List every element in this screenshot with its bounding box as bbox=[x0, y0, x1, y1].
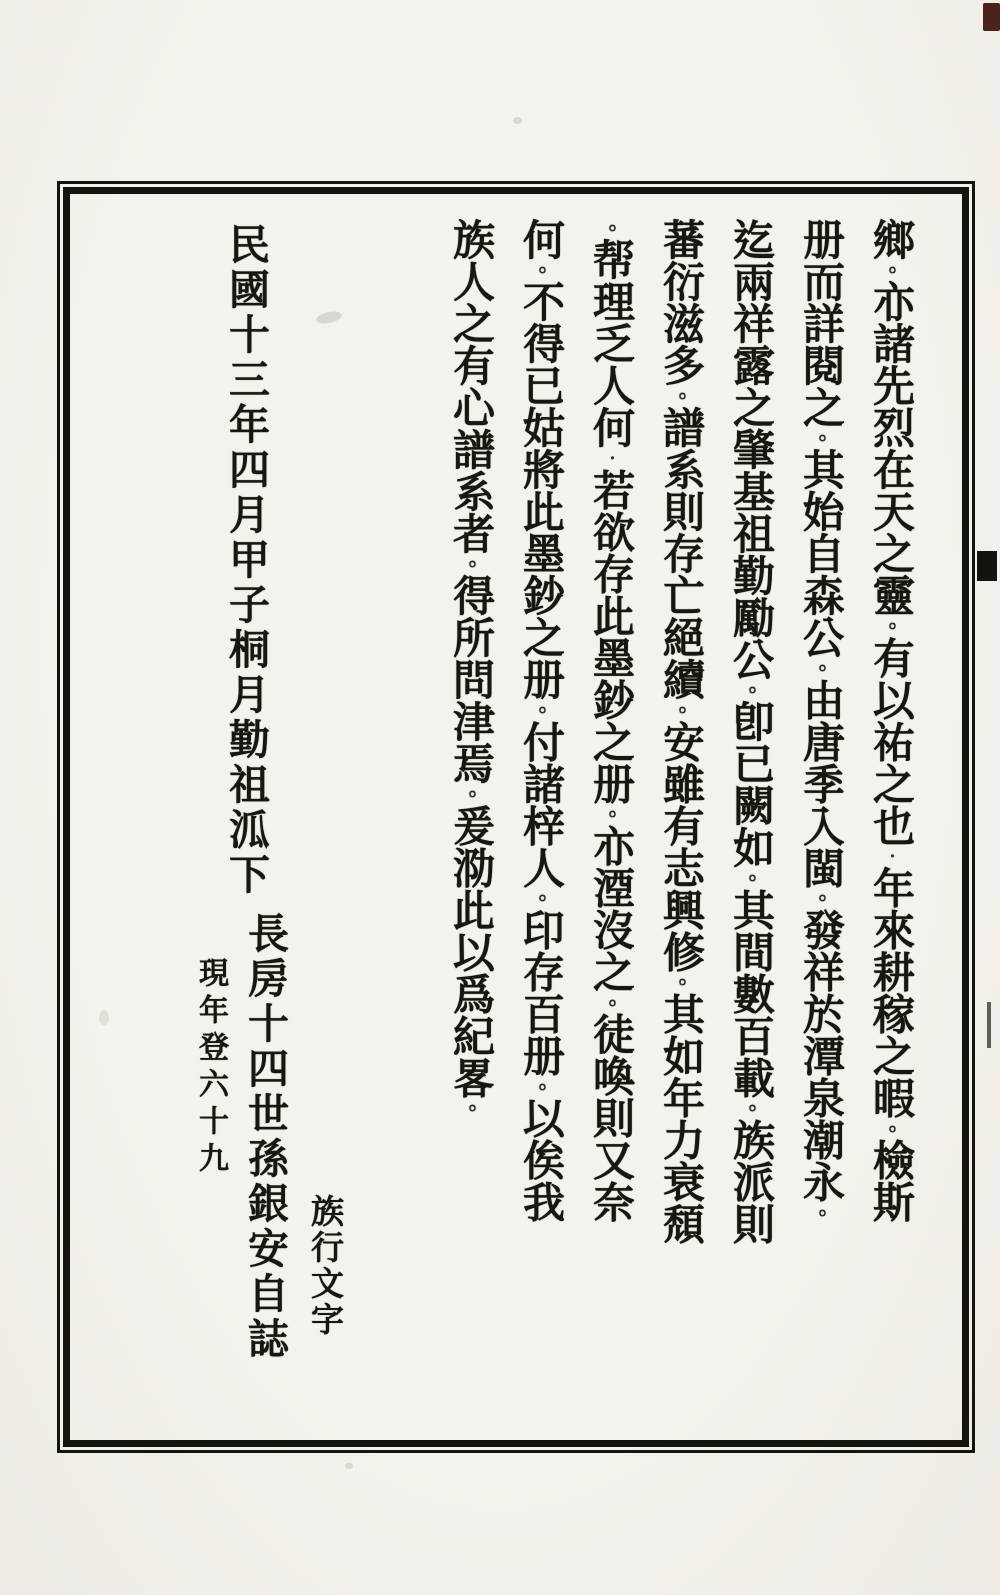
ink-smudge bbox=[345, 1463, 353, 1469]
binder-tab-mark bbox=[977, 551, 997, 581]
ink-smudge bbox=[513, 117, 522, 124]
colophon-age-note: 現年登六十九 bbox=[194, 957, 227, 1179]
text-column-7: 族人之有心譜系者。得所問津焉。爰泐此以爲紀畧。 bbox=[447, 218, 493, 1119]
text-column-2: 册而詳閱之。其始自森公。由唐季入閩。發祥於潭泉潮永。 bbox=[797, 218, 843, 1223]
body-text bbox=[435, 218, 925, 1298]
text-column-1: 鄉。亦諸先烈在天之靈。有以祐之也．年來耕稼之暇。檢斯 bbox=[867, 218, 913, 1223]
corner-stain bbox=[983, 3, 1000, 31]
text-column-3: 迄兩祥露之肇基祖勤勵公。卽已闕如。其間數百載。族派則 bbox=[727, 218, 773, 1245]
colophon-signature-line: 長房十四世孫銀安自誌 bbox=[242, 912, 288, 1362]
page-edge-shadow bbox=[987, 1002, 991, 1048]
text-column-6: 何。不得已姑將此墨鈔之册。付諸梓人。印存百册。以俟我 bbox=[517, 218, 563, 1223]
text-column-4: 蕃衍滋多。譜系則存亡絕續。安雖有志興修。其如年力衰頹 bbox=[657, 218, 703, 1245]
text-column-5: 。帮理乏人何．若欲存此墨鈔之册。亦湮沒之。徒喚則又奈 bbox=[587, 218, 633, 1223]
colophon-date-line: 民國十三年四月甲子桐月勤祖泒下 bbox=[223, 223, 269, 898]
section-label: 族行文字 bbox=[306, 1194, 342, 1338]
ink-smudge bbox=[99, 1010, 109, 1025]
